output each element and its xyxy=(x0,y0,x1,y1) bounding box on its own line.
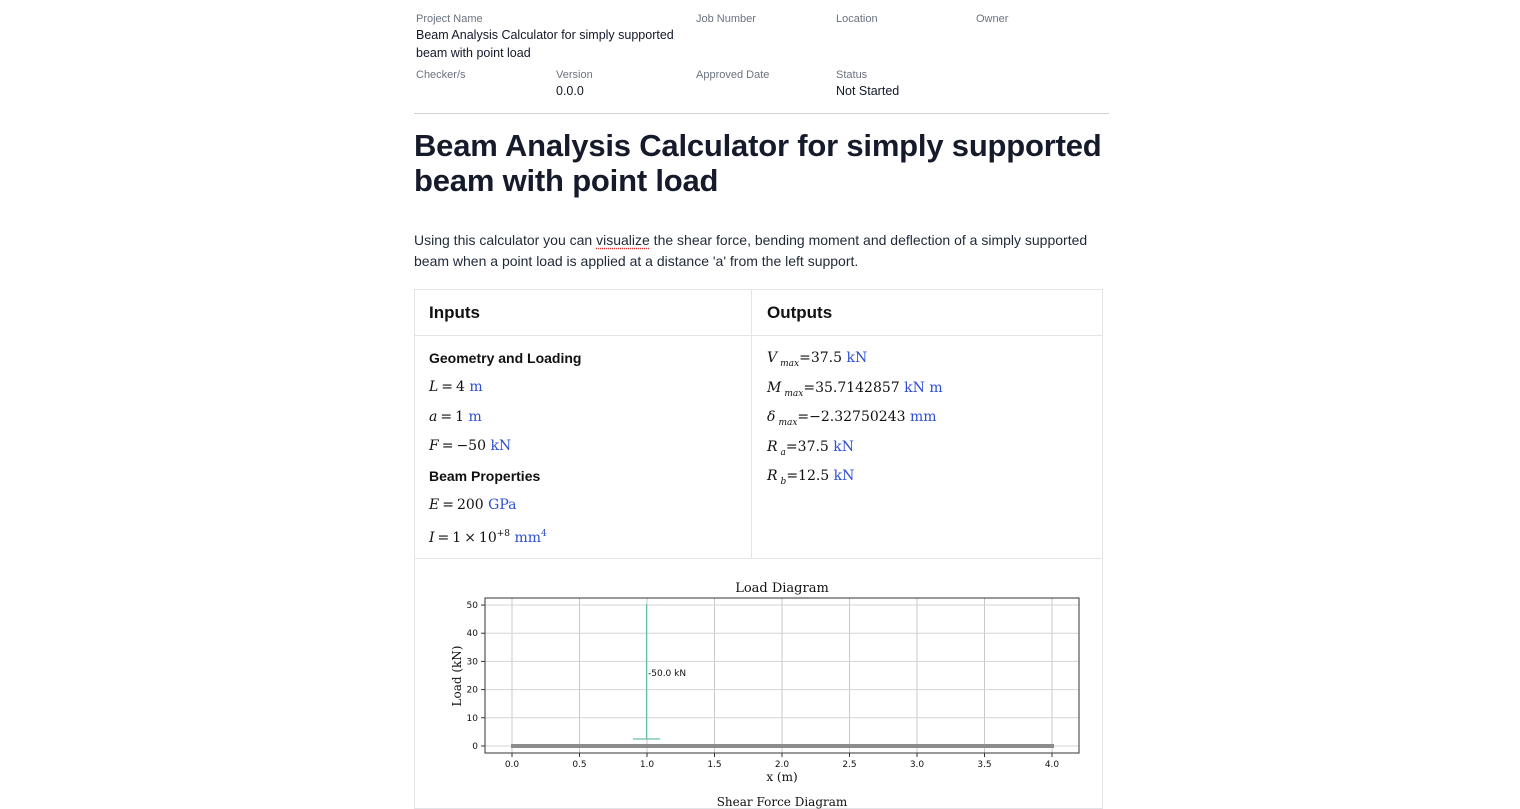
intro-text: Using this calculator you can xyxy=(414,232,597,248)
location-label: Location xyxy=(836,13,878,25)
load-diagram-chart xyxy=(415,568,1102,808)
project-meta-header xyxy=(414,0,1109,114)
output-deflection-max: δ $_{max}$=−2.32750243 mm xyxy=(767,409,937,428)
inputs-column xyxy=(415,336,752,559)
svg-text:30: 30 xyxy=(466,657,478,668)
intro-paragraph xyxy=(414,230,1104,272)
approved-date-label: Approved Date xyxy=(696,69,770,81)
svg-text:1.0: 1.0 xyxy=(639,760,655,770)
svg-text:20: 20 xyxy=(466,685,478,696)
page-title-line2: beam with point load xyxy=(414,163,719,198)
svg-text:1.5: 1.5 xyxy=(707,760,722,770)
project-name-label: Project Name xyxy=(416,13,483,25)
geometry-loading-heading: Geometry and Loading xyxy=(429,350,582,366)
svg-text:50: 50 xyxy=(466,601,478,612)
y-axis-label: Load (kN) xyxy=(450,645,464,707)
output-rb: R $_b$=12.5 kN xyxy=(767,468,855,487)
project-name-value: Beam Analysis Calculator for simply supported xyxy=(416,28,674,42)
owner-field xyxy=(976,12,1008,26)
point-load-annotation: -50.0 kN xyxy=(648,669,687,679)
load-diagram-svg xyxy=(415,568,1102,808)
svg-text:2.5: 2.5 xyxy=(842,760,857,770)
outputs-heading: Outputs xyxy=(752,290,1102,336)
project-name-field xyxy=(416,12,696,62)
status-value: Not Started xyxy=(836,84,900,98)
svg-text:3.5: 3.5 xyxy=(977,760,992,770)
page-title-line1: Beam Analysis Calculator for simply supported xyxy=(414,128,1102,163)
input-L: L = 4 m xyxy=(429,379,483,395)
calculator-panel xyxy=(414,289,1103,809)
beam-properties-heading: Beam Properties xyxy=(429,467,541,484)
svg-text:3.0: 3.0 xyxy=(909,760,925,770)
svg-text:0: 0 xyxy=(472,741,478,752)
svg-text:0.5: 0.5 xyxy=(572,760,587,770)
version-value: 0.0.0 xyxy=(556,84,584,98)
spellcheck-flagged-word[interactable]: visualize xyxy=(596,232,650,248)
input-a: a = 1 m xyxy=(429,408,482,425)
checkers-field xyxy=(416,68,466,82)
svg-text:4.0: 4.0 xyxy=(1044,760,1060,770)
input-I: $I = 1 \times 10^{+8}$ $mm^4$ xyxy=(429,529,547,546)
page xyxy=(414,0,1109,809)
input-F: F = −50 kN xyxy=(429,438,512,454)
checkers-label: Checker/s xyxy=(416,69,466,81)
chart-title: Load Diagram xyxy=(735,581,829,596)
owner-label: Owner xyxy=(976,13,1009,25)
job-number-field xyxy=(696,12,756,26)
x-axis-ticks xyxy=(505,753,1060,770)
shear-force-chart-title: Shear Force Diagram xyxy=(716,795,848,809)
svg-text:10: 10 xyxy=(466,713,478,724)
svg-text:2.0: 2.0 xyxy=(774,760,790,770)
inputs-heading: Inputs xyxy=(415,290,752,336)
panel-divider xyxy=(415,558,1102,559)
status-label: Status xyxy=(836,69,868,81)
svg-text:40: 40 xyxy=(466,629,478,640)
version-field xyxy=(556,68,593,100)
y-axis-ticks xyxy=(467,601,485,752)
intro-text-cont: the shear force, bending moment and deflection of a simply supported beam when a point load is applied at a distance 'a' from the left support. xyxy=(414,232,1088,269)
status-field xyxy=(836,68,899,100)
output-vmax: V $_{max}$=37.5 kN xyxy=(767,350,868,369)
chart-grid xyxy=(485,598,1079,753)
location-field xyxy=(836,12,878,26)
version-label: Version xyxy=(556,69,593,81)
page-title xyxy=(414,128,1104,198)
x-axis-label: x (m) xyxy=(766,770,798,784)
outputs-column xyxy=(752,336,1102,559)
project-name-value-cont: beam with point load xyxy=(416,46,531,60)
input-E: E = 200 GPa xyxy=(429,496,517,513)
approved-date-field xyxy=(696,68,769,82)
output-ra: R $_a$=37.5 kN xyxy=(767,438,855,458)
output-mmax: M $_{max}$=35.7142857 kN m xyxy=(767,379,943,399)
svg-text:0.0: 0.0 xyxy=(504,760,520,770)
job-number-label: Job Number xyxy=(696,13,756,25)
